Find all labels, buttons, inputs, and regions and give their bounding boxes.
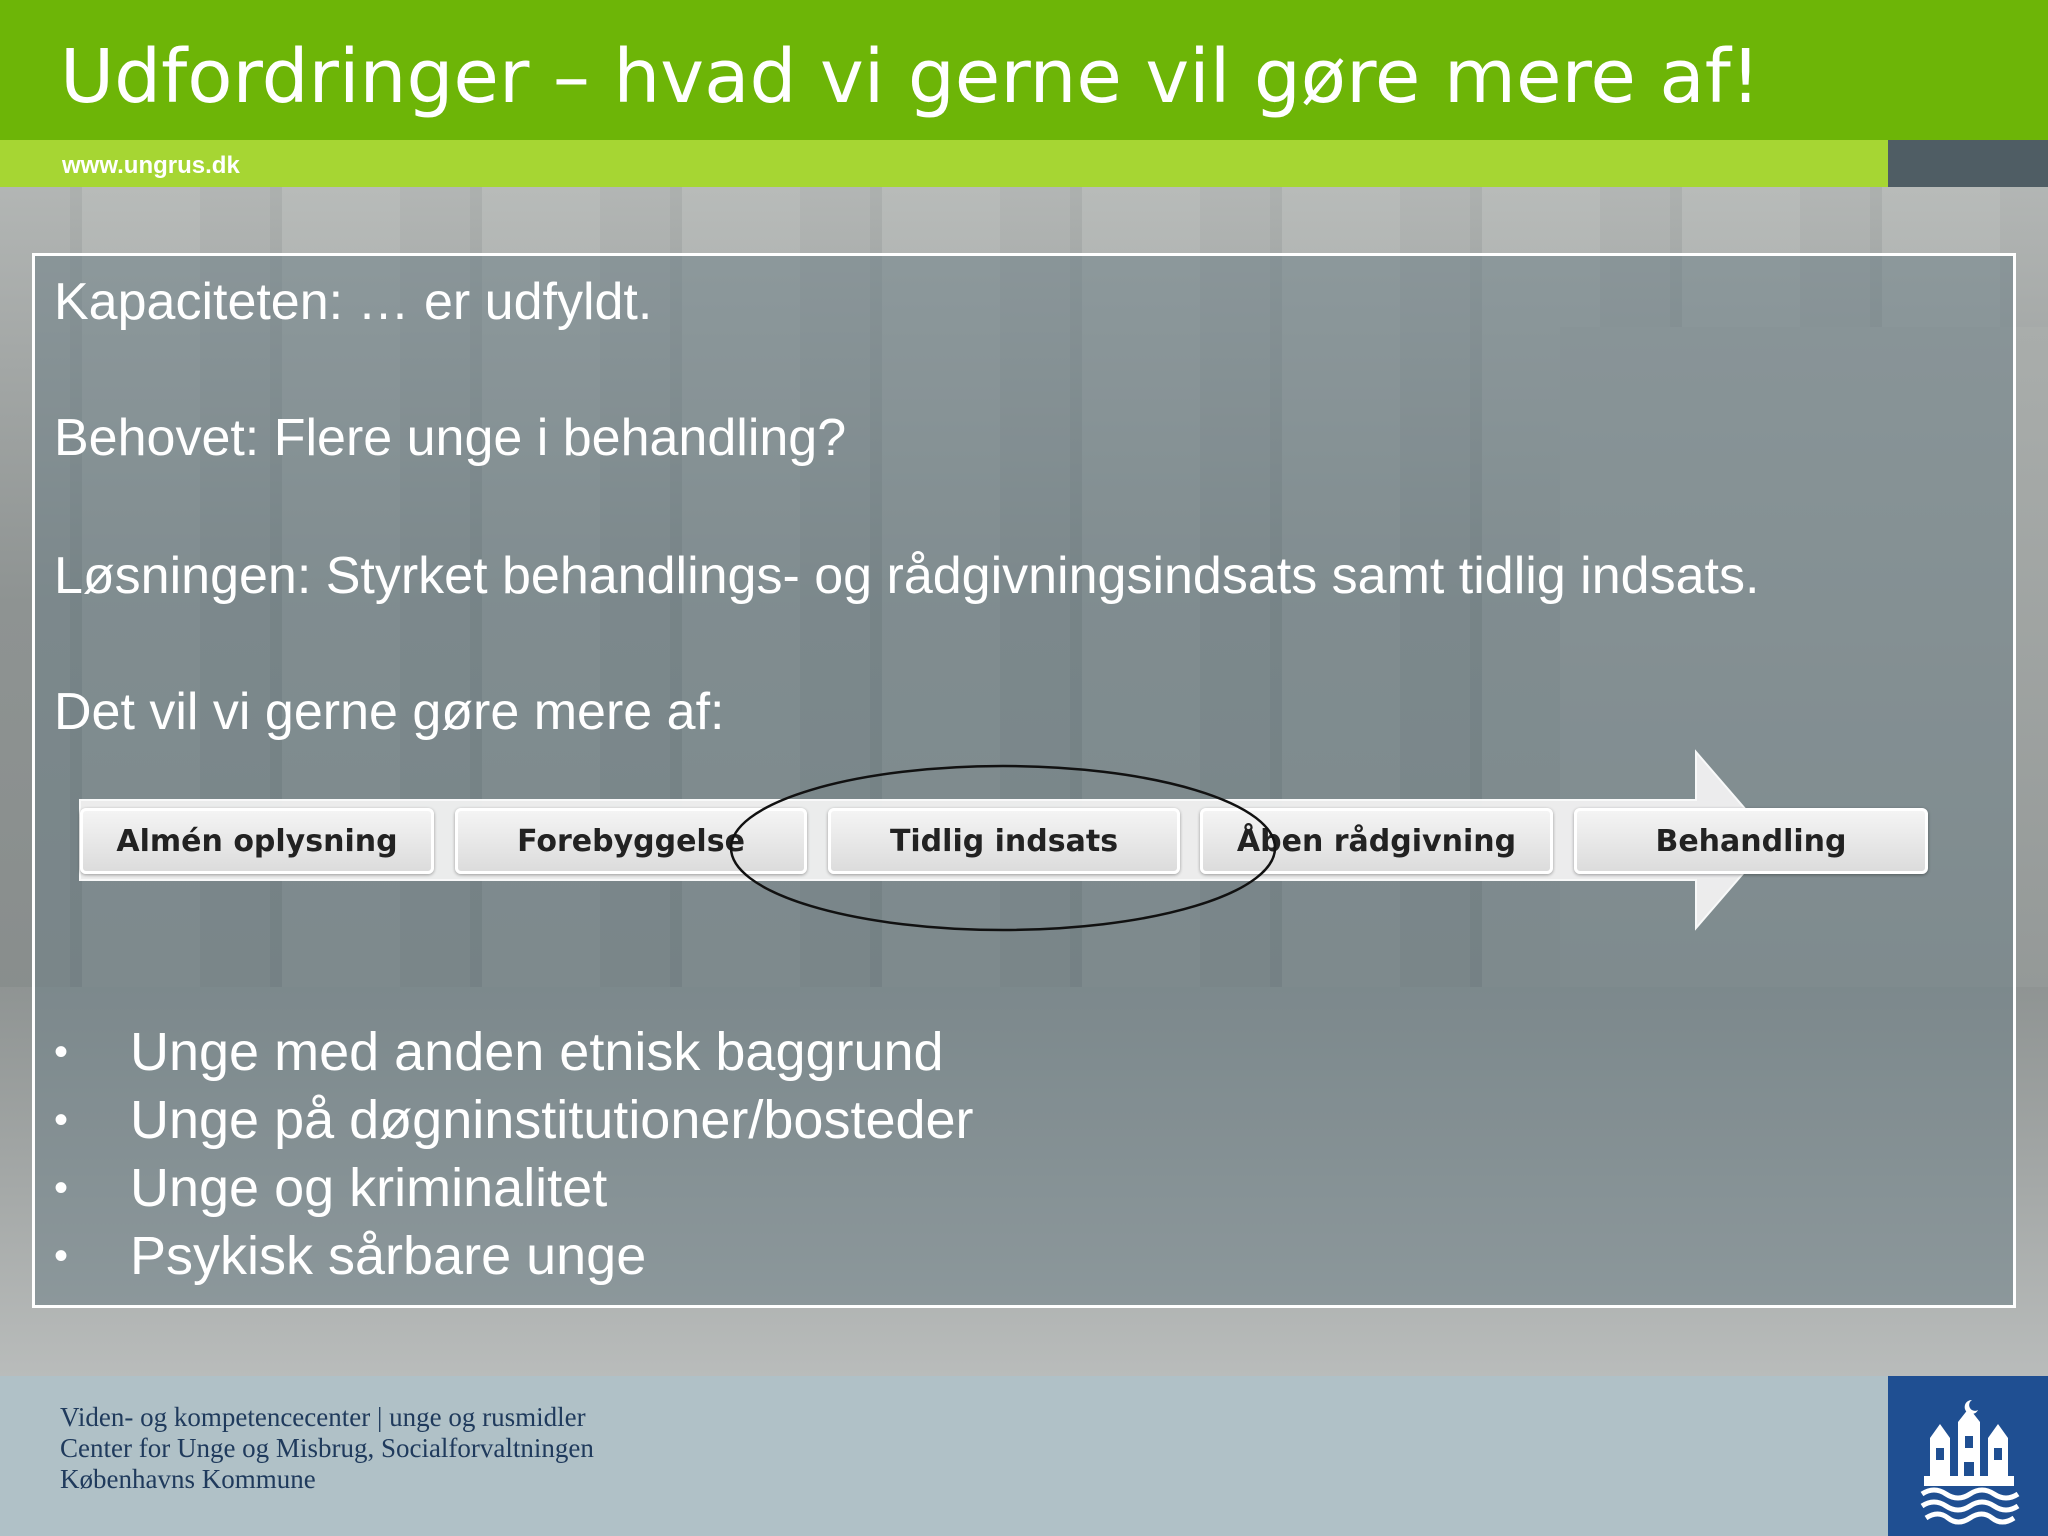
bullet-icon: • [54,1098,69,1142]
process-step-aaben-raadgivning: Åben rådgivning [1200,808,1553,874]
bullet-icon: • [54,1166,69,1210]
footer-organization [60,1402,594,1495]
website-url: www.ungrus.dk [62,152,240,179]
list-item [54,1154,974,1222]
footer-line: Viden- og kompetencecenter | unge og rusmidler [60,1402,586,1432]
target-group-list [54,1018,974,1290]
process-step-tidlig-indsats: Tidlig indsats [828,808,1180,874]
solution-line: Løsningen: Styrket behandlings- og rådgivningsindsats samt tidlig indsats. [54,547,1760,605]
need-line: Behovet: Flere unge i behandling? [54,409,847,467]
list-item-text: Unge med anden etnisk baggrund [130,1022,944,1082]
footer-line: Københavns Kommune [60,1464,316,1494]
process-step-almen-oplysning: Almén oplysning [80,808,434,874]
highlight-ellipse [720,760,1280,940]
list-item [54,1018,974,1086]
capacity-line: Kapaciteten: … er udfyldt. [54,273,653,331]
coat-of-arms-graphic [1888,1376,2048,1536]
bullet-icon: • [54,1234,69,1278]
list-item-text: Unge og kriminalitet [130,1158,608,1218]
list-item [54,1086,974,1154]
bullet-icon: • [54,1030,69,1074]
subheader-accent [1888,140,2048,187]
list-item [54,1222,974,1290]
list-item-text: Psykisk sårbare unge [130,1226,647,1286]
slide-title: Udfordringer – hvad vi gerne vil gøre mere af! [60,34,1761,120]
copenhagen-coat-of-arms-icon [1888,1376,2048,1536]
process-step-behandling: Behandling [1574,808,1928,874]
process-step-forebyggelse: Forebyggelse [455,808,807,874]
intro-line: Det vil vi gerne gøre mere af: [54,683,725,741]
subheader-bar [0,140,1888,187]
footer-line: Center for Unge og Misbrug, Socialforvaltningen [60,1433,594,1463]
list-item-text: Unge på døgninstitutioner/bosteder [130,1090,974,1150]
